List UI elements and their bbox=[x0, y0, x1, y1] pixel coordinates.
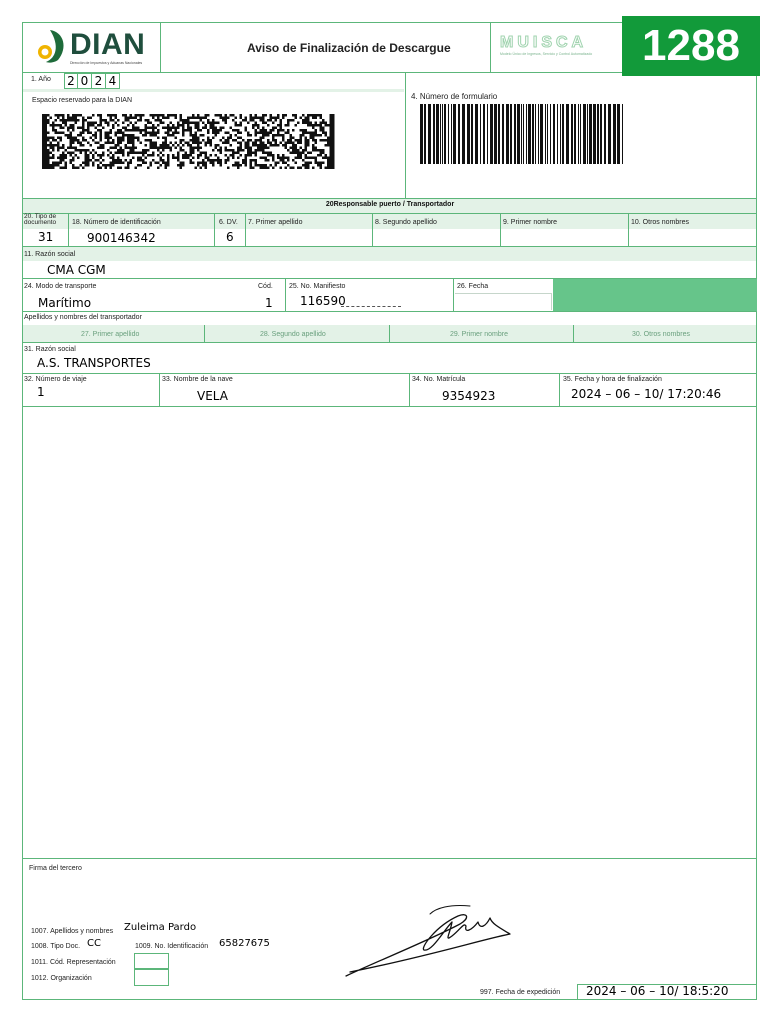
doc-type-label: 20. Tipo de documento bbox=[24, 213, 57, 226]
dian-barcode-2d bbox=[42, 114, 336, 169]
form-number-badge bbox=[622, 16, 760, 76]
transport-mode-value: Marítimo bbox=[38, 296, 92, 310]
carrier-last2-label: 28. Segundo apellido bbox=[260, 331, 326, 338]
last-name-2-label: 8. Segundo apellido bbox=[375, 219, 437, 226]
muisca-logo bbox=[500, 34, 616, 64]
carrier-section-label: Apellidos y nombres del transportador bbox=[24, 314, 142, 321]
carrier-last1-label: 27. Primer apellido bbox=[81, 331, 140, 338]
matrix-barcode-icon bbox=[42, 114, 336, 169]
dv-label: 6. DV. bbox=[219, 219, 238, 226]
end-datetime-label: 35. Fecha y hora de finalización bbox=[563, 376, 662, 383]
year-digit: 4 bbox=[106, 73, 120, 89]
signer-names-value: Zuleima Pardo bbox=[124, 922, 197, 933]
id-value: 900146342 bbox=[87, 231, 156, 245]
year-digit: 0 bbox=[78, 73, 92, 89]
year-digit: 2 bbox=[92, 73, 106, 89]
dv-value: 6 bbox=[226, 230, 234, 244]
other-names-label: 10. Otros nombres bbox=[631, 219, 689, 226]
signer-id-label: 1009. No. Identificación bbox=[135, 943, 209, 950]
form-body-empty bbox=[23, 407, 756, 857]
cod-value: 1 bbox=[265, 296, 273, 310]
logo-subtitle: Dirección de Impuestos y Aduanas Nacionales bbox=[70, 61, 143, 65]
issue-date-value: 2024 – 06 – 10/ 18:5:20 bbox=[586, 984, 729, 998]
razon-social-label: 11. Razón social bbox=[24, 251, 76, 258]
form-header bbox=[22, 22, 622, 72]
organization-label: 1012. Organización bbox=[31, 975, 92, 982]
trip-value: 1 bbox=[37, 385, 45, 399]
transport-mode-label: 24. Modo de transporte bbox=[24, 283, 97, 290]
end-datetime-value: 2024 – 06 – 10/ 17:20:46 bbox=[571, 387, 722, 401]
registration-label: 34. No. Matrícula bbox=[412, 376, 466, 383]
year-digit: 2 bbox=[64, 73, 78, 89]
organization-box bbox=[134, 969, 169, 986]
section-responsable-title: 20Responsable puerto / Transportador bbox=[325, 201, 455, 208]
carrier-first-label: 29. Primer nombre bbox=[450, 331, 508, 338]
signer-names-label: 1007. Apellidos y nombres bbox=[31, 928, 114, 935]
manifest-value: 116590 bbox=[300, 294, 346, 308]
carrier-other-label: 30. Otros nombres bbox=[632, 331, 690, 338]
doc-type-value: 31 bbox=[38, 230, 54, 244]
dian-emblem-icon bbox=[36, 28, 68, 64]
ship-name-value: VELA bbox=[197, 389, 228, 403]
form-no-label: 4. Número de formulario bbox=[411, 92, 498, 101]
signer-doc-type-label: 1008. Tipo Doc. bbox=[31, 943, 81, 950]
green-block bbox=[553, 279, 757, 311]
signature-icon bbox=[340, 900, 520, 980]
linear-barcode-icon bbox=[420, 104, 626, 164]
registration-value: 9354923 bbox=[442, 389, 496, 403]
id-label: 18. Número de identificación bbox=[72, 219, 161, 226]
trip-label: 32. Número de viaje bbox=[24, 376, 87, 383]
date-label: 26. Fecha bbox=[457, 283, 489, 290]
dian-logo bbox=[36, 28, 166, 68]
form-title: Aviso de Finalización de Descargue bbox=[247, 41, 451, 55]
razon-social-value: CMA CGM bbox=[47, 263, 106, 277]
issue-date-label: 997. Fecha de expedición bbox=[480, 989, 561, 996]
manifest-label: 25. No. Manifiesto bbox=[289, 283, 346, 290]
reserved-label: Espacio reservado para la DIAN bbox=[32, 97, 132, 104]
carrier-razon-label: 31. Razón social bbox=[24, 346, 76, 353]
ship-name-label: 33. Nombre de la nave bbox=[162, 376, 233, 383]
form-no-barcode bbox=[420, 104, 626, 164]
year-boxes bbox=[64, 73, 120, 89]
signer-id-value: 65827675 bbox=[219, 938, 270, 949]
muisca-text: MUISCA bbox=[500, 34, 588, 51]
last-name-1-label: 7. Primer apellido bbox=[248, 219, 303, 226]
handwritten-signature bbox=[340, 900, 520, 980]
year-label: 1. Año bbox=[31, 76, 51, 83]
cod-label: Cód. bbox=[258, 283, 273, 290]
form-number: 1288 bbox=[642, 21, 740, 70]
carrier-razon-value: A.S. TRANSPORTES bbox=[37, 356, 151, 370]
representation-box bbox=[134, 953, 169, 969]
representation-label: 1011. Cód. Representación bbox=[31, 959, 116, 966]
first-name-label: 9. Primer nombre bbox=[503, 219, 558, 226]
signature-section-label: Firma del tercero bbox=[29, 865, 82, 872]
signer-doc-type-value: CC bbox=[87, 938, 101, 949]
muisca-subtitle: Modelo Único de Ingresos, Servicio y Control Automatizado bbox=[500, 52, 593, 56]
logo-text: DIAN bbox=[70, 28, 146, 61]
